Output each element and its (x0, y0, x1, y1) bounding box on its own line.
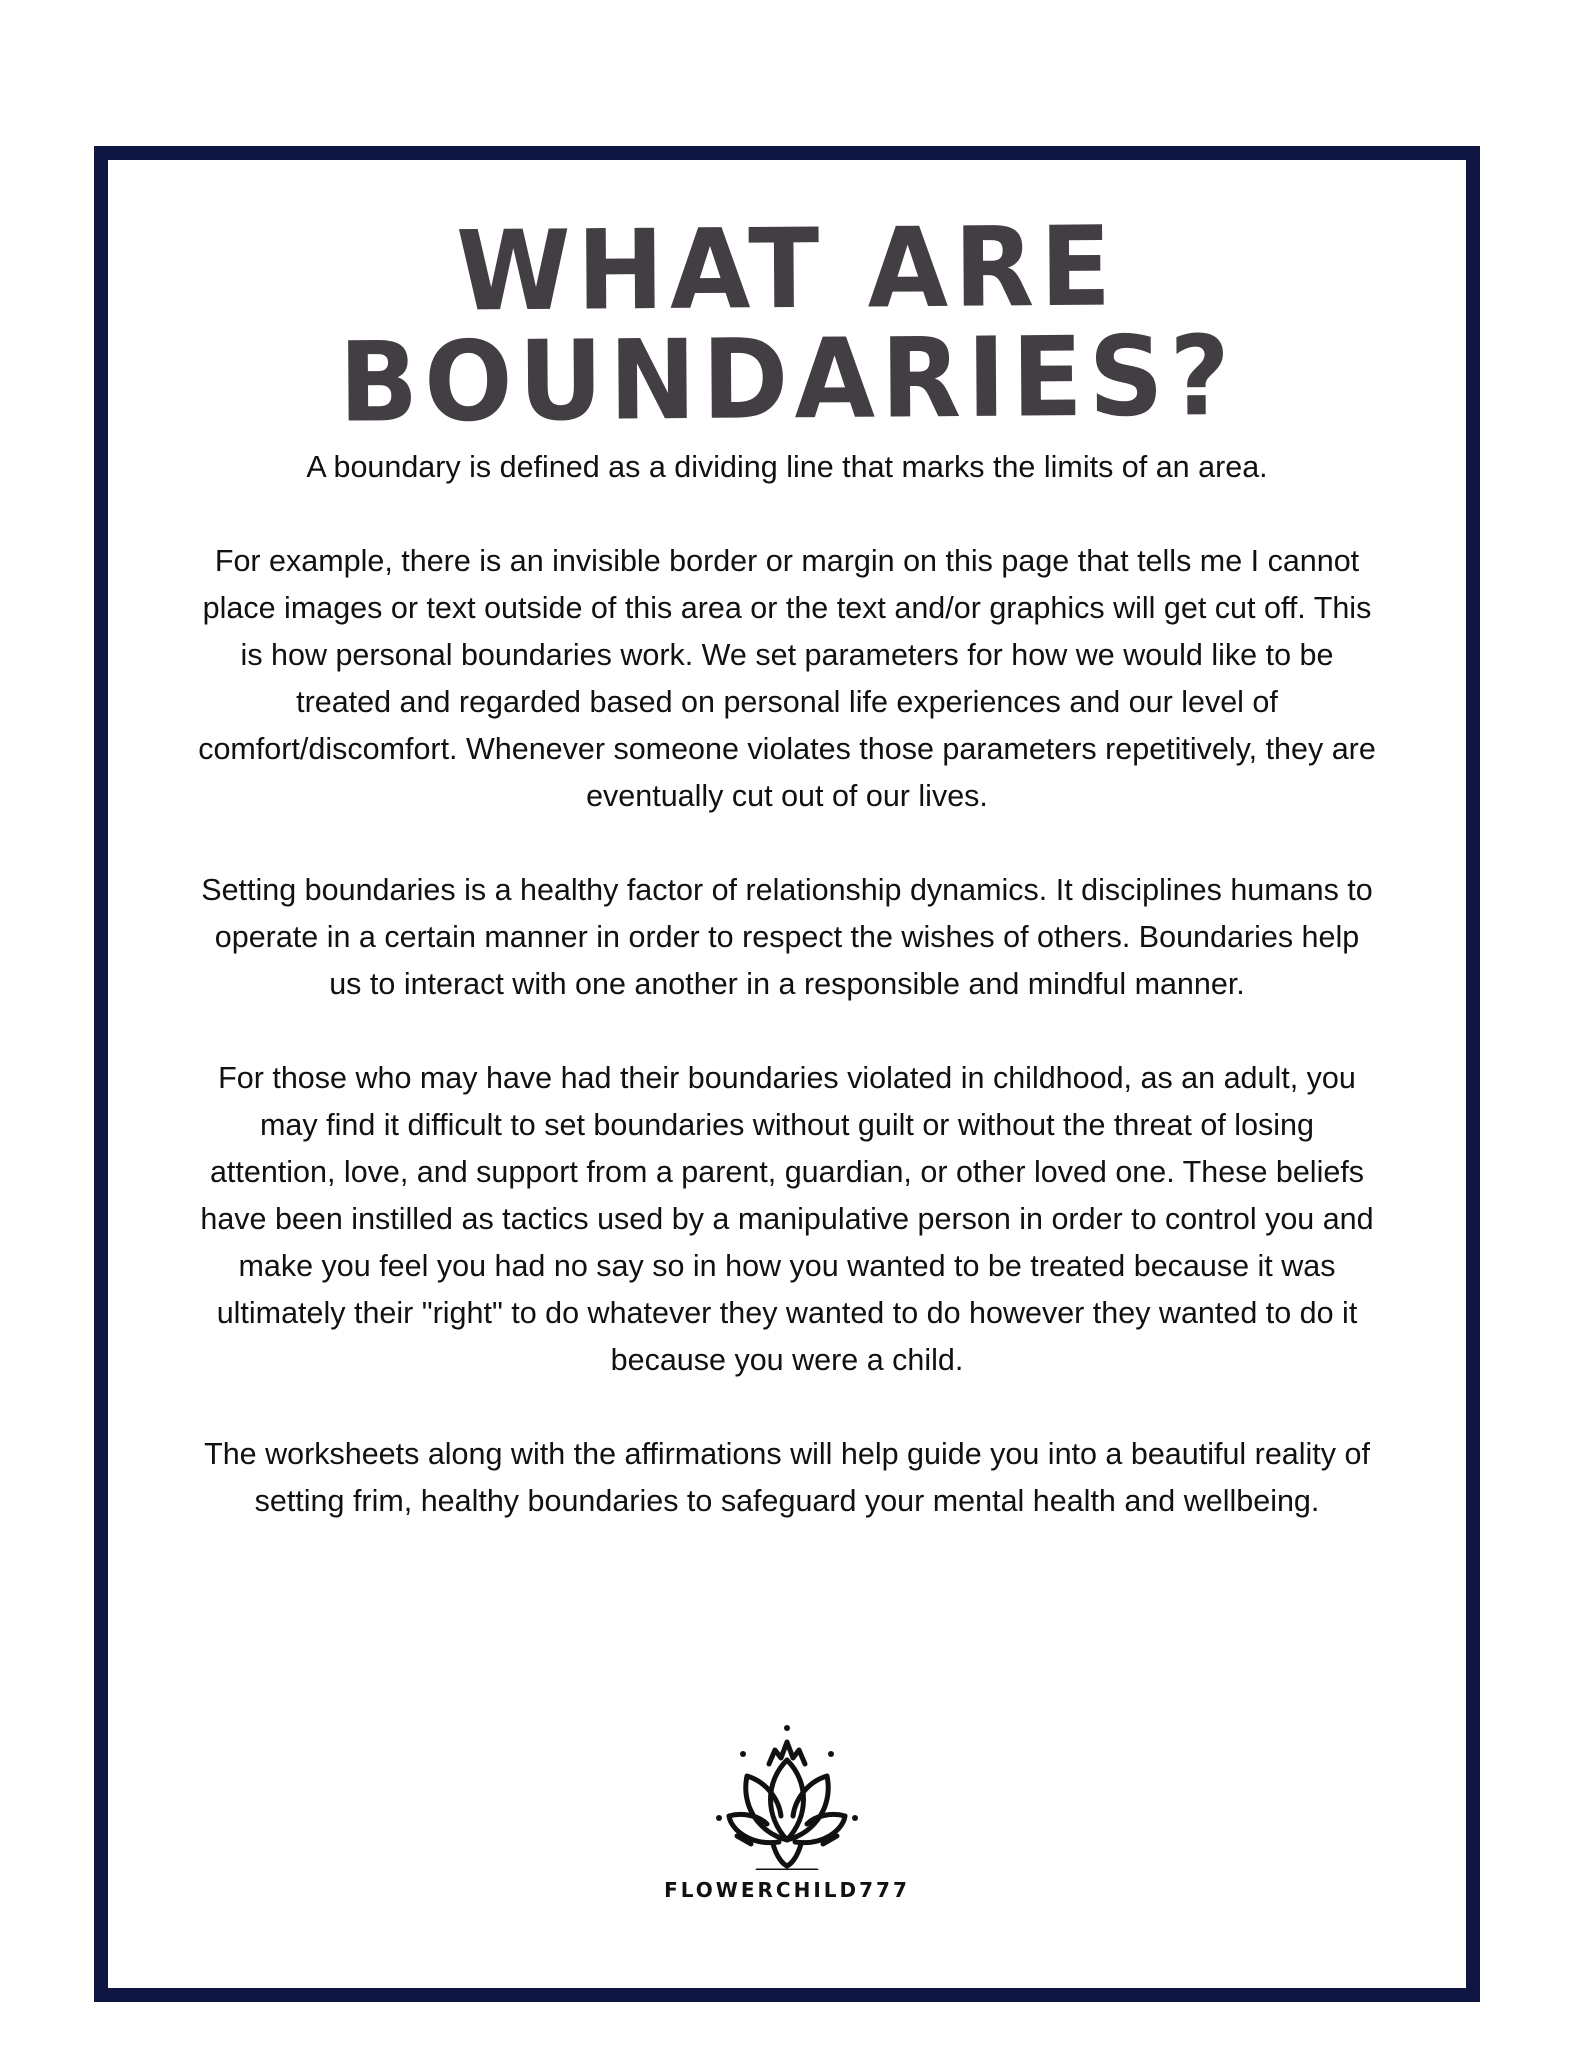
paragraph-childhood: For those who may have had their boundaries violated in childhood, as an adult, you may find it difficult to set boundaries without guilt or without the threat of losing attention, love, and support from a parent, guardian, or other loved one. These beliefs have been instilled as tactics used by a manipulative person in order to control you and make you feel you had no say so in how you wanted to be treated because it was ultimately their "right" to do whatever they wanted to do however they wanted to do it because you were a child. (200, 1061, 1374, 1377)
paragraph-definition: A boundary is defined as a dividing line that marks the limits of an area. (306, 450, 1268, 484)
brand-name: FLOWERCHILD777 (664, 1878, 910, 1902)
body-text (198, 444, 1376, 1572)
paragraph-worksheets: The worksheets along with the affirmations will help guide you into a beautiful reality of setting frim, healthy boundaries to safeguard your mental health and wellbeing. (204, 1437, 1370, 1518)
page-title: WHAT ARE BOUNDARIES? (338, 201, 1237, 448)
paragraph-dynamics: Setting boundaries is a healthy factor of relationship dynamics. It disciplines humans to operate in a certain manner in order to respect the wishes of others. Boundaries help us to interact with one another in a responsible and mindful manner. (201, 873, 1373, 1001)
lotus-icon (707, 1720, 867, 1870)
paragraph-example: For example, there is an invisible border or margin on this page that tells me I cannot place images or text outside of this area or the text and/or graphics will get cut off. This is how personal boundaries work. We set parameters for how we would like to be treated and regarded based on personal life experiences and our level of comfort/discomfort. Whenever someone violates those parameters repetitively, they are eventually cut out of our lives. (198, 544, 1376, 813)
brand-logo (108, 1720, 1466, 1902)
page-border-frame (94, 146, 1480, 2002)
